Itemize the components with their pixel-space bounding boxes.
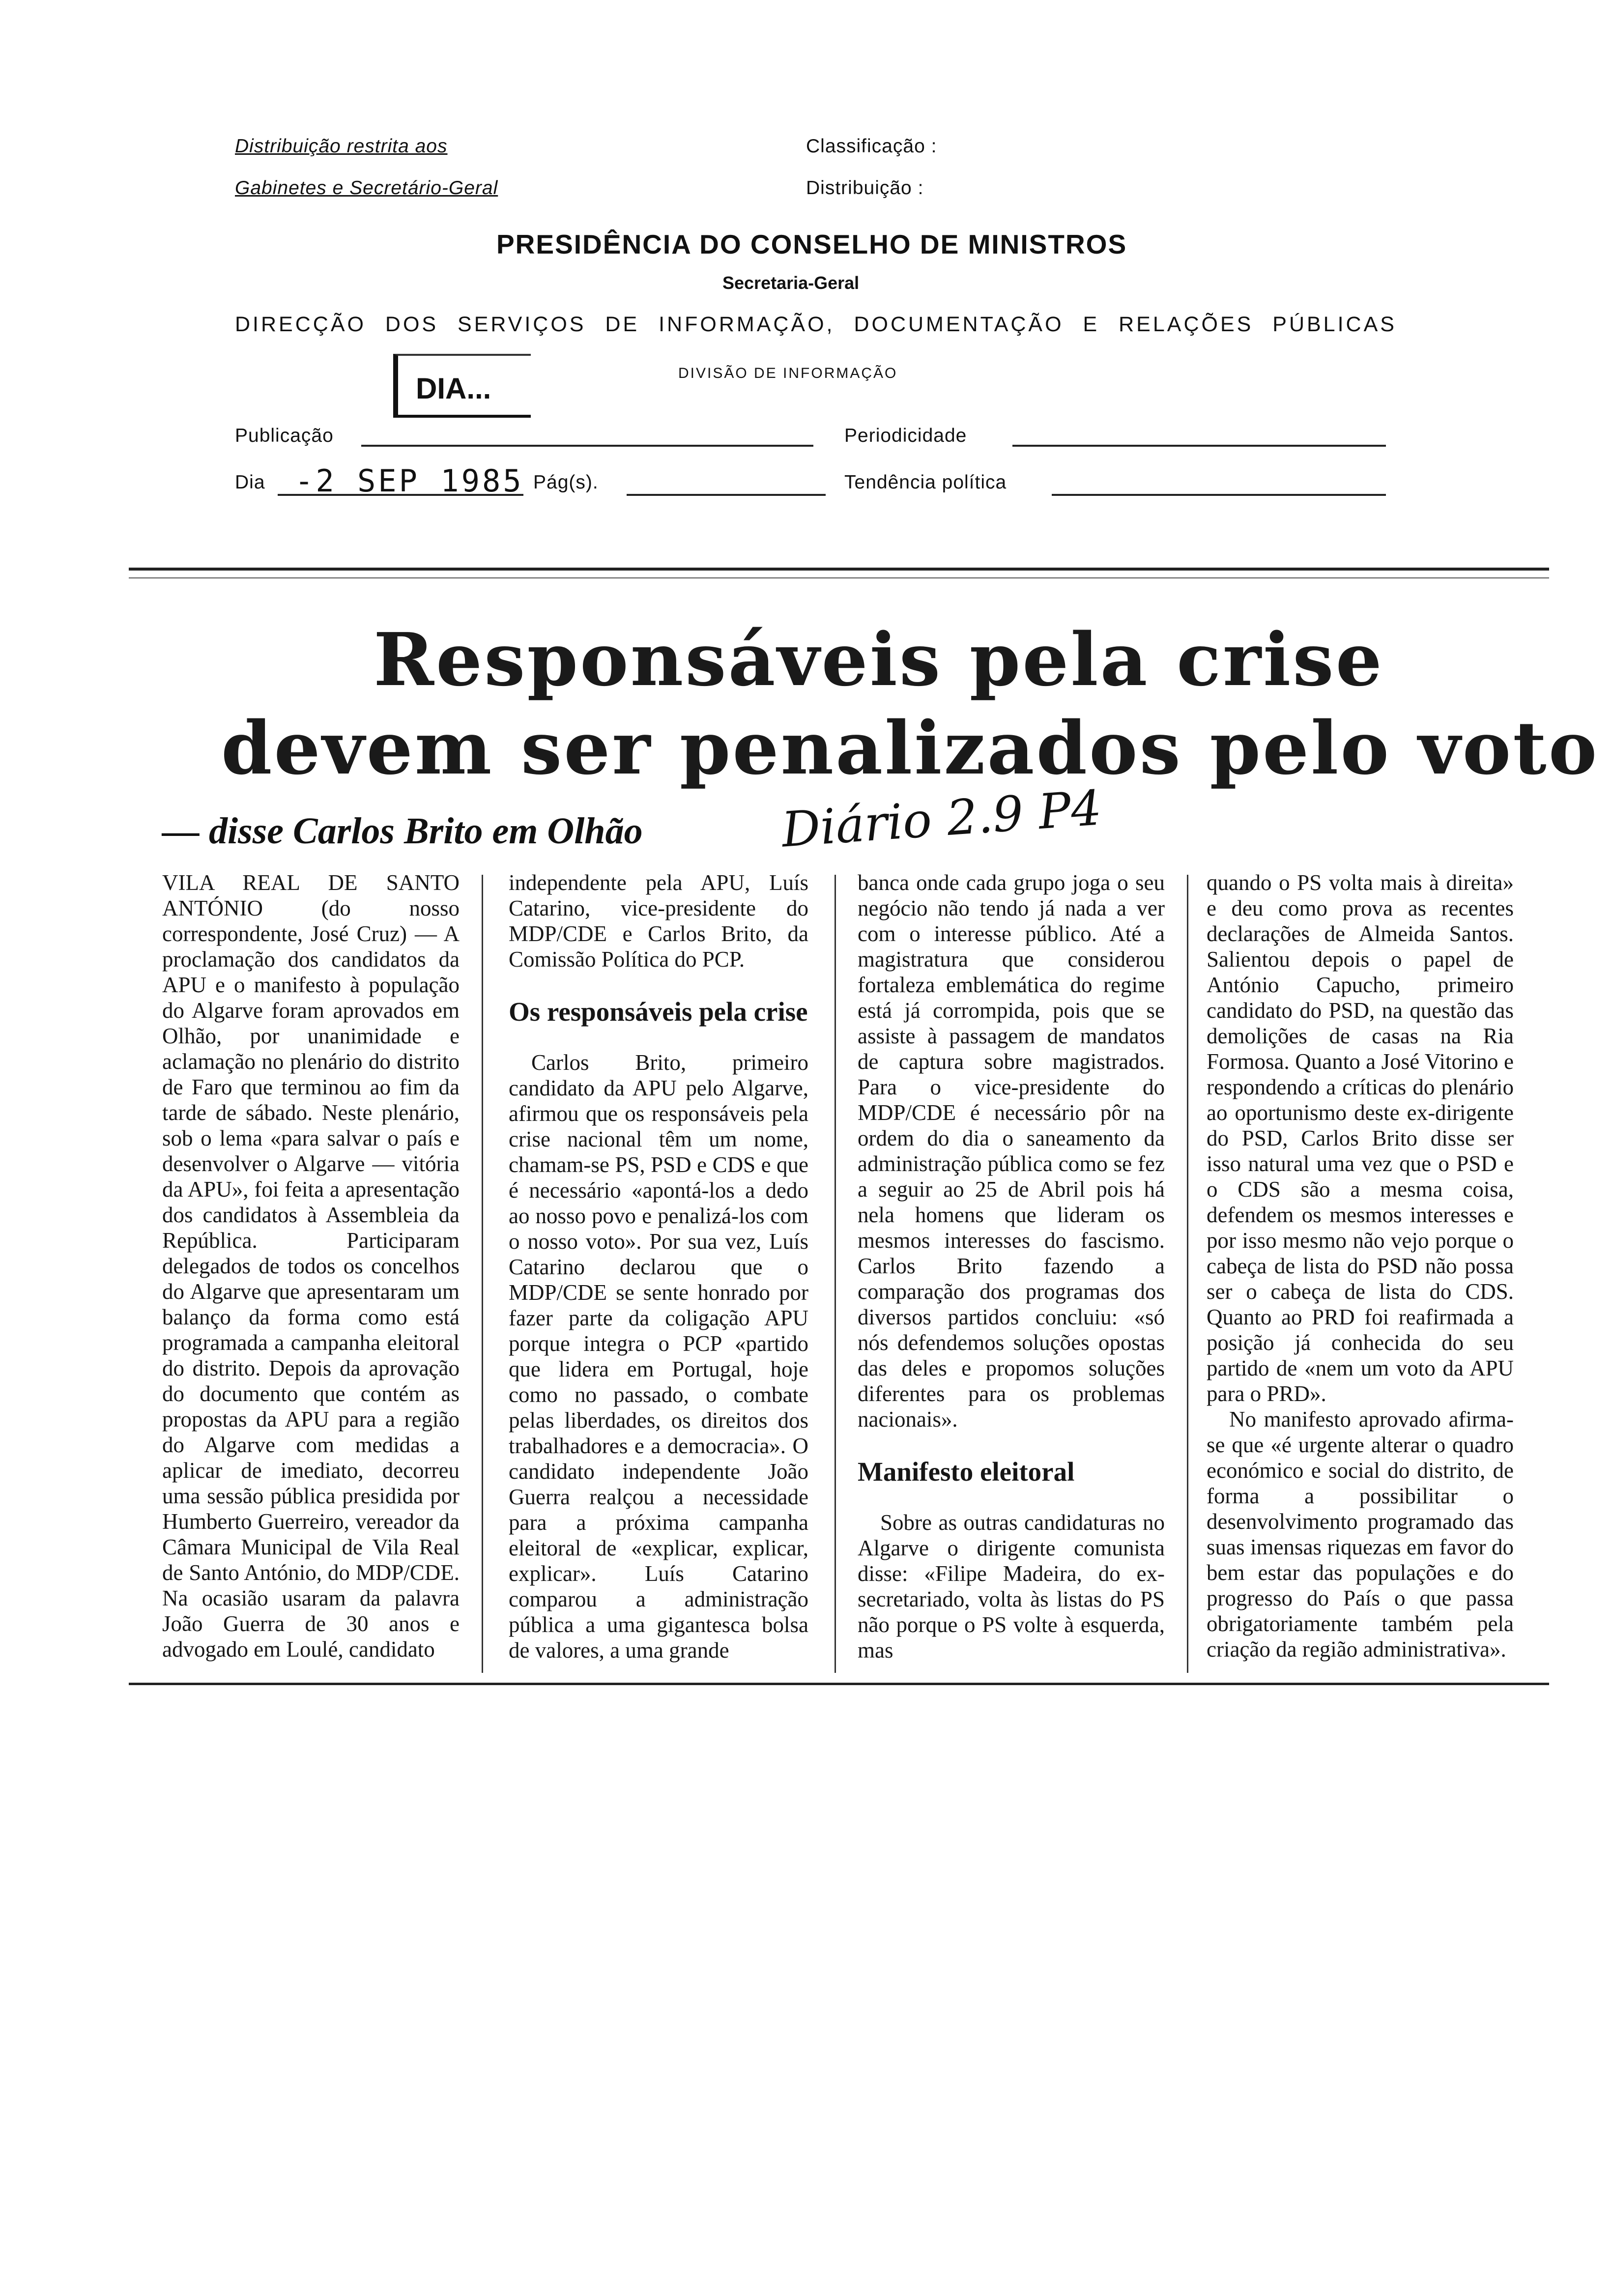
tendencia-label: Tendência política [844,472,1007,493]
distribuicao-label: Distribuição : [806,177,924,199]
column-1 [162,870,460,1662]
stamp-text: DIA... [416,372,491,405]
column-rule-3 [1187,875,1188,1673]
classificacao-label: Classificação : [806,136,937,157]
distribution-line-1: Distribuição restrita aos [235,136,448,157]
secretaria-heading: Secretaria-Geral [722,273,860,293]
top-rule [129,568,1549,571]
presidencia-heading: PRESIDÊNCIA DO CONSELHO DE MINISTROS [496,229,1127,259]
subheading-responsaveis: Os responsáveis pela crise [509,997,808,1027]
top-rule-thin [129,577,1549,578]
column-2 [509,870,808,1663]
bottom-rule [129,1683,1549,1685]
periodicidade-field [1012,445,1386,447]
column-4 [1207,870,1514,1662]
column-2-intro: independente pela APU, Luís Catarino, vice-presidente do MDP/CDE e Carlos Brito, da Comissão Política do PCP. [509,870,808,972]
tendencia-field [1052,494,1386,496]
pags-field [627,494,826,496]
column-2-body: Carlos Brito, primeiro candidato da APU pelo Algarve, afirmou que os responsáveis pela crise nacional têm um nome, chamam-se PS, PSD e CDS e que é necessário «apontá-los a dedo ao nosso povo e penalizá-los com o nosso voto». Por sua vez, Luís Catarino declarou que o MDP/CDE se sente honrado por fazer parte da coligação APU porque integra o PCP «partido que lidera em Portugal, hoje como no passado, o combate pelas liberdades, os direitos dos trabalhadores e a democracia». O candidato independente João Guerra realçou a necessidade para a próxima campanha eleitoral de «explicar, explicar, explicar». Luís Catarino comparou a administração pública a uma gigantesca bolsa de valores, a uma grande [509,1050,808,1663]
column-4-body: quando o PS volta mais à direita» e deu como prova as recentes declarações de Almeida Santos. Salientou depois o papel de António Capucho, primeiro candidato do PSD, na questão das demolições de casas na Ria Formosa. Quanto a José Vitorino e respondendo a críticas do plenário ao oportunismo deste ex-dirigente do PSD, Carlos Brito disse ser isso natural uma vez que o PSD e o CDS são a mesma coisa, defendem os mesmos interesses e por isso mesmo não vejo porque o cabeça de lista do PSD não possa ser o cabeça de lista do CDS. Quanto ao PRD foi reafirmada a posição já conhecida do seu partido de «nem um voto da APU para o PRD». [1207,870,1514,1406]
distribution-line-2: Gabinetes e Secretário-Geral [235,177,498,199]
column-3-body-2: Sobre as outras candidaturas no Algarve o dirigente comunista disse: «Filipe Madeira, do ex-secretariado, volta às listas do PS não porque o PS volte à esquerda, mas [858,1510,1165,1663]
subheading-manifesto: Manifesto eleitoral [858,1457,1075,1487]
periodicidade-label: Periodicidade [844,425,967,446]
publicacao-label: Publicação [235,425,334,446]
column-rule-2 [835,875,836,1673]
date-stamp: -2 SEP 1985 [295,463,524,499]
handwritten-note: Diário 2.9 P4 [779,780,1104,859]
byline: — disse Carlos Brito em Olhão [162,810,643,852]
dia-label: Dia [235,472,265,493]
direccao-heading: DIRECÇÃO DOS SERVIÇOS DE INFORMAÇÃO, DOCUMENTAÇÃO E RELAÇÕES PÚBLICAS [235,313,1397,336]
divisao-heading: DIVISÃO DE INFORMAÇÃO [678,365,898,381]
pags-label: Pág(s). [533,472,599,493]
column-3-body: banca onde cada grupo joga o seu negócio não tendo já nada a ver com o interesse público. Até a magistratura que considerou fortaleza emblemática do regime está já corrompida, pois que se assiste à passagem de mandatos de captura sobre magistrados. Para o vice-presidente do MDP/CDE é necessário pôr na ordem do dia o saneamento da administração pública como se fez a seguir ao 25 de Abril pois há nela homens que lideram os mesmos interesses do fascismo. Carlos Brito fazendo a comparação dos programas dos diversos partidos concluiu: «só nós defendemos soluções opostas das deles e propomos soluções diferentes para os problemas nacionais». [858,870,1165,1432]
column-3 [858,870,1165,1663]
headline-line-2: devem ser penalizados pelo voto [221,705,1599,791]
stamp-box [393,354,531,418]
column-rule-1 [482,875,483,1673]
headline-line-1: Responsáveis pela crise [374,617,1384,702]
publicacao-field [361,445,813,447]
column-4-body-2: No manifesto aprovado afirma-se que «é urgente alterar o quadro económico e social do distrito, de forma a possibilitar o desenvolvimento programado das suas imensas riquezas em favor do bem estar das populações e do progresso do País o que passa obrigatoriamente também pela criação da região administrativa». [1207,1407,1514,1662]
column-1-text: VILA REAL DE SANTO ANTÓNIO (do nosso correspondente, José Cruz) — A proclamação dos candidatos da APU e o manifesto à população do Algarve foram aprovados em Olhão, por unanimidade e aclamação no plenário do distrito de Faro que terminou ao fim da tarde de sábado. Neste plenário, sob o lema «para salvar o país e desenvolver o Algarve — vitória da APU», foi feita a apresentação dos candidatos à Assembleia da República. Participaram delegados de todos os concelhos do Algarve que apresentaram um balanço da forma como está programada a campanha eleitoral do distrito. Depois da aprovação do documento que contém as propostas da APU para a região do Algarve com medidas a aplicar de imediato, decorreu uma sessão pública presidida por Humberto Guerreiro, vereador da Câmara Municipal de Vila Real de Santo António, do MDP/CDE. Na ocasião usaram da palavra João Guerra de 30 anos e advogado em Loulé, candidato [162,870,460,1662]
